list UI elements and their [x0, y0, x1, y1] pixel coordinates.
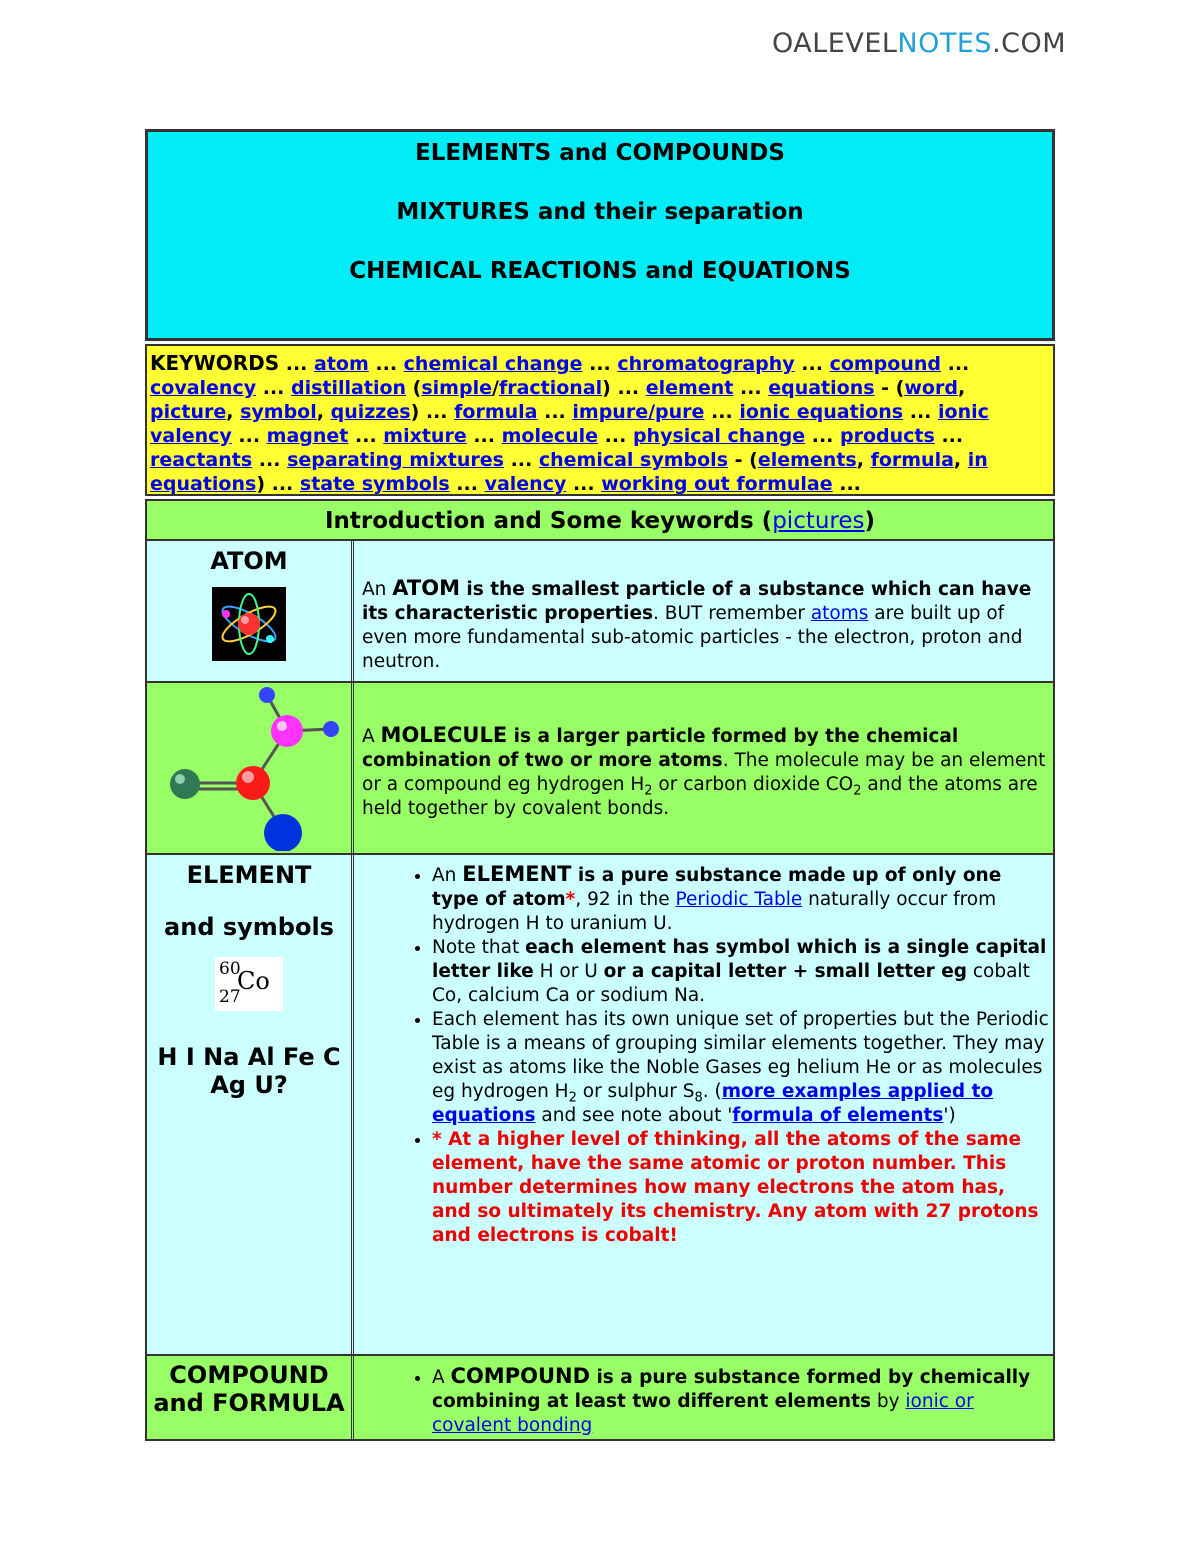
element-heading: ELEMENT	[186, 861, 312, 889]
element-subheading: and symbols	[164, 913, 334, 941]
molecule-description: A MOLECULE is a larger particle formed by the chemical combination of two or more atoms. The molecule may be an element or a compound eg hydrogen $H_2$ or carbon dioxide $CO_2$ and the atoms are held together by covalent bonds.	[362, 723, 1046, 819]
kw-link[interactable]: symbol	[240, 401, 317, 423]
molecule-model-icon	[149, 683, 349, 851]
page-subtitle-reactions: CHEMICAL REACTIONS and EQUATIONS	[349, 258, 851, 284]
atom-icon	[212, 587, 286, 661]
compound-subheading: and FORMULA	[153, 1389, 345, 1417]
kw-link[interactable]: element	[645, 377, 734, 399]
atom-description: An ATOM is the smallest particle of a substance which can have its characteristic properties. BUT remember atoms are built up of even more fundamental sub-atomic particles - the electron, proton and neutron.	[362, 576, 1032, 672]
kw-link[interactable]: valency	[484, 473, 567, 495]
page-title: ELEMENTS and COMPOUNDS	[415, 140, 785, 166]
kw-link[interactable]: mixture	[383, 425, 467, 447]
kw-link[interactable]: formula	[454, 401, 538, 423]
kw-link[interactable]: working out formulae	[601, 473, 833, 495]
kw-link[interactable]: magnet	[266, 425, 349, 447]
kw-link[interactable]: chemical symbols	[538, 449, 729, 471]
compound-description	[358, 1356, 1053, 1439]
formula-of-elements-link[interactable]: formula of elements	[732, 1105, 944, 1126]
kw-link[interactable]: equations	[768, 377, 875, 399]
kw-link[interactable]: picture	[150, 401, 227, 423]
list-item: • Each element has its own unique set of properties but the Periodic Table is a means of grouping similar elements together. They may exist as atoms like the Noble Gases eg helium He or as molecules eg hydrogen $H_2$ or sulphur $S_8$. (more examples applied to equations and see note about 'formula of elements')	[432, 1008, 1049, 1128]
compound-row	[145, 1354, 1055, 1441]
kw-link[interactable]: fractional	[498, 377, 603, 399]
kw-link[interactable]: reactants	[150, 449, 253, 471]
molecule-image-cell	[147, 683, 354, 853]
kw-link[interactable]: impure/pure	[572, 401, 705, 423]
periodic-table-link[interactable]: Periodic Table	[675, 889, 803, 910]
kw-link[interactable]: ionic equations	[739, 401, 904, 423]
equations-examples-link[interactable]: more examples applied to equations	[432, 1081, 994, 1126]
element-row	[145, 853, 1055, 1354]
molecule-row	[145, 681, 1055, 853]
list-item: • Note that each element has symbol which is a single capital letter like H or U or a capital letter + small letter eg cobalt Co, calcium Ca or sodium Na.	[432, 936, 1049, 1008]
intro-header: Introduction and Some keywords (pictures)	[145, 499, 1055, 539]
kw-link[interactable]: quizzes	[330, 401, 411, 423]
kw-link[interactable]: state symbols	[299, 473, 450, 495]
kw-link[interactable]: in equations	[150, 449, 988, 495]
keywords-box: KEYWORDS ... atom ... chemical change ... chromatography ... compound ... covalency ... distillation (simple/fractional) ... element ... equations - (word, picture, symbol, quizzes) ... formula ... impure/pure ... ionic equations ... ionic valency ... magnet ... mixture ... molecule ... physical change ... products ... reactants ... separating mixtures ... chemical symbols - (elements, formula, in equations) ... state symbols ... valency ... working out formulae ...	[145, 344, 1055, 496]
atom-heading: ATOM	[210, 547, 288, 575]
kw-link[interactable]: separating mixtures	[287, 449, 504, 471]
kw-link[interactable]: chromatography	[617, 353, 795, 375]
atom-row	[145, 539, 1055, 681]
kw-link[interactable]: distillation	[291, 377, 407, 399]
element-description	[358, 855, 1053, 1354]
element-symbols-list-2: Ag U?	[210, 1071, 288, 1099]
list-item: • An ELEMENT is a pure substance made up of only one type of atom*, 92 in the Periodic Table naturally occur from hydrogen H to uranium U.	[432, 862, 1049, 936]
intro-title: Introduction and Some keywords	[324, 508, 754, 534]
kw-link[interactable]: physical change	[632, 425, 806, 447]
kw-link[interactable]: products	[840, 425, 935, 447]
atom-label-cell	[147, 541, 354, 681]
atoms-link[interactable]: atoms	[810, 603, 869, 624]
kw-link[interactable]: covalency	[150, 377, 257, 399]
keywords-label: KEYWORDS	[150, 351, 280, 375]
kw-link[interactable]: chemical change	[403, 353, 583, 375]
kw-link[interactable]: formula	[870, 449, 954, 471]
pictures-link[interactable]: pictures	[772, 508, 865, 534]
list-item: • A COMPOUND is a pure substance formed by chemically combining at least two different elements by ionic or covalent bonding	[432, 1364, 1049, 1438]
kw-link[interactable]: compound	[829, 353, 941, 375]
site-logo[interactable]: OALEVELNOTES.COM	[772, 28, 1067, 59]
element-symbols-list: H I Na Al Fe C	[157, 1043, 341, 1071]
cobalt-nuclide-symbol: 60 27 Co	[215, 957, 283, 1011]
kw-link[interactable]: ionic valency	[150, 401, 989, 447]
title-box	[145, 129, 1055, 341]
kw-link[interactable]: elements	[757, 449, 857, 471]
compound-heading: COMPOUND	[169, 1361, 329, 1389]
kw-link[interactable]: atom	[314, 353, 369, 375]
bonding-link[interactable]: ionic or covalent bonding	[432, 1391, 974, 1436]
page-subtitle-mixtures: MIXTURES and their separation	[396, 199, 804, 225]
element-label-cell	[147, 855, 354, 1354]
compound-label-cell	[147, 1356, 354, 1439]
kw-link[interactable]: molecule	[501, 425, 599, 447]
kw-link[interactable]: word	[904, 377, 958, 399]
kw-link[interactable]: simple	[421, 377, 492, 399]
list-item: • * At a higher level of thinking, all the atoms of the same element, have the same atomic or proton number. This number determines how many electrons the atom has, and so ultimately its chemistry. Any atom with 27 protons and electrons is cobalt!	[432, 1128, 1049, 1248]
